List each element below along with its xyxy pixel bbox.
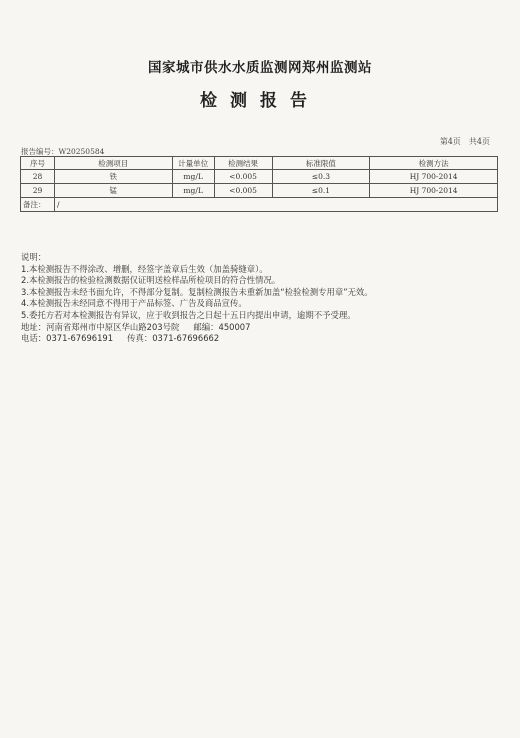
table-row: [21, 184, 498, 198]
col-header-item: 检测项目: [54, 157, 172, 170]
cell-method: HJ 700-2014: [370, 170, 498, 184]
cell-limit: ≤0.1: [272, 184, 370, 198]
station-title: 国家城市供水水质监测网郑州监测站: [148, 60, 372, 76]
cell-unit: mg/L: [172, 170, 214, 184]
cell-result: <0.005: [214, 170, 272, 184]
address: 地址：河南省郑州市中原区华山路203号院: [21, 321, 180, 332]
report-number: 报告编号：W20250584: [21, 147, 105, 156]
cell-item: 锰: [54, 184, 172, 198]
note-item: 3.本检测报告未经书面允许，不得部分复制。复制检测报告未重新加盖“检验检测专用章”无效。: [21, 286, 373, 297]
page-current: 第4页: [439, 137, 461, 146]
cell-method: HJ 700-2014: [370, 184, 498, 198]
fax: 传真：0371-67696662: [127, 333, 220, 344]
results-table: [20, 156, 498, 212]
address-line: [21, 322, 501, 334]
col-header-seq: 序号: [21, 157, 55, 170]
note-item: 1.本检测报告不得涂改、增删，经签字盖章后生效（加盖骑缝章）。: [21, 263, 268, 274]
cell-unit: mg/L: [172, 184, 214, 198]
note-item: 5.委托方若对本检测报告有异议，应于收到报告之日起十五日内提出申请，逾期不予受理。: [21, 309, 356, 320]
page-info: [432, 136, 490, 147]
table-row: [21, 170, 498, 184]
notes-title: 说明：: [21, 252, 47, 262]
note-item: 2.本检测报告的检验检测数据仅证明送检样品所检项目的符合性情况。: [21, 275, 281, 286]
phone: 电话：0371-67696191: [21, 333, 114, 344]
remark-label: 备注：: [21, 198, 55, 212]
postcode: 邮编：450007: [193, 321, 251, 332]
col-header-result: 检测结果: [214, 157, 272, 170]
table-header-row: [21, 157, 498, 170]
col-header-limit: 标准限值: [272, 157, 370, 170]
page-total: 共4页: [468, 137, 490, 146]
cell-seq: 28: [21, 170, 55, 184]
notes-section: [21, 252, 501, 345]
cell-seq: 29: [21, 184, 55, 198]
cell-limit: ≤0.3: [272, 170, 370, 184]
cell-item: 铁: [54, 170, 172, 184]
remark-value: /: [54, 198, 497, 212]
col-header-method: 检测方法: [370, 157, 498, 170]
report-title: 检测报告: [200, 91, 320, 111]
remark-row: [21, 198, 498, 212]
note-item: 4.本检测报告未经同意不得用于产品标签、广告及商品宣传。: [21, 298, 247, 309]
col-header-unit: 计量单位: [172, 157, 214, 170]
contact-line: [21, 333, 501, 345]
cell-result: <0.005: [214, 184, 272, 198]
